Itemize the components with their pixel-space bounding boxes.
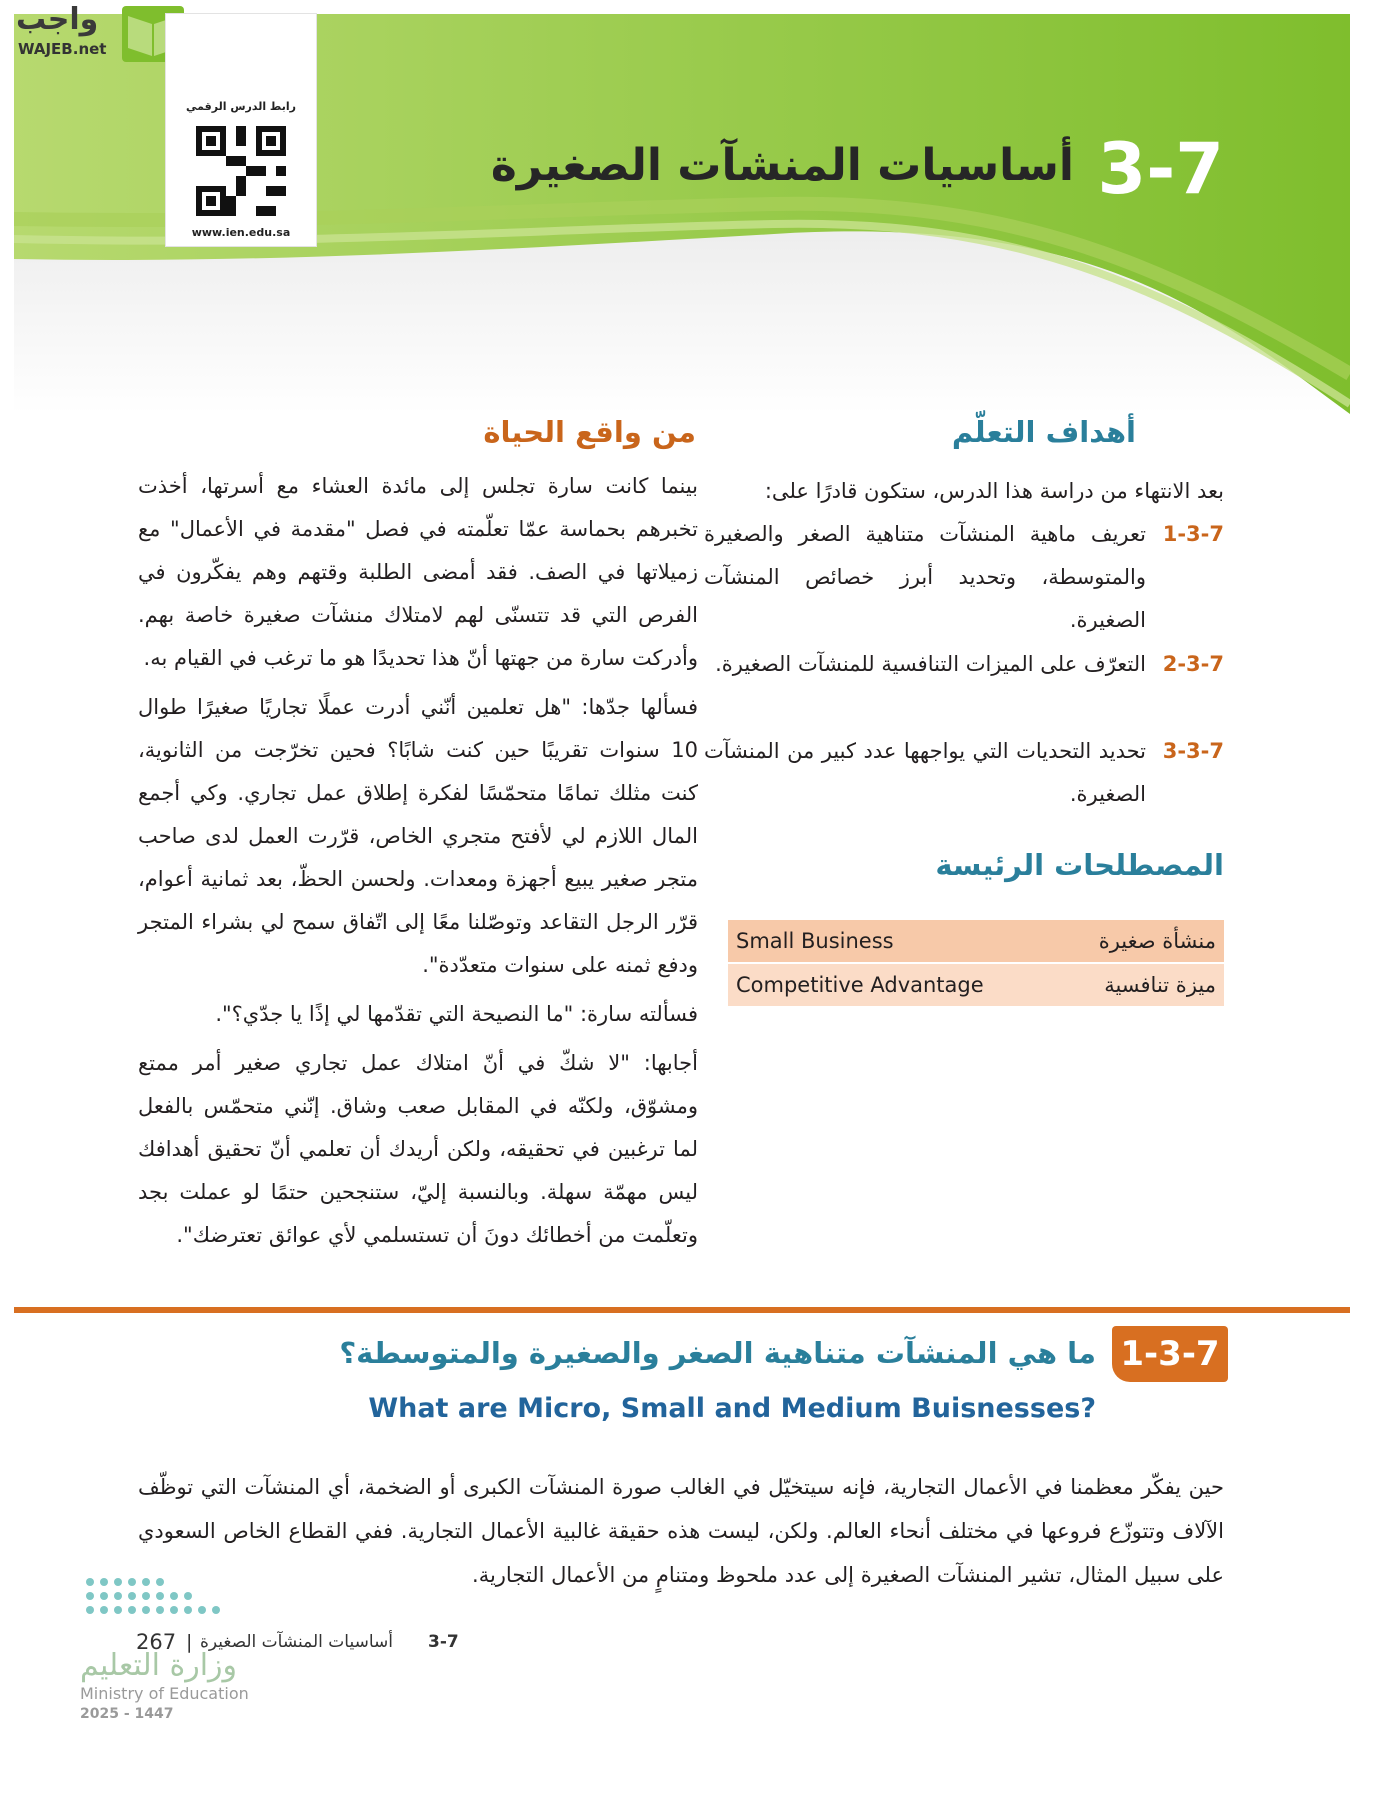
objective-text: التعرّف على الميزات التنافسية للمنشآت الصغيرة. (715, 652, 1146, 676)
ministry-year: 2025 - 1447 (80, 1706, 174, 1722)
footer-lesson-ref: 3-7 (428, 1632, 459, 1652)
section-number-badge: 1-3-7 (1112, 1326, 1228, 1382)
section-paragraph: حين يفكّر معظمنا في الأعمال التجارية، فإنه سيتخيّل في الغالب صورة المنشآت الكبرى أو الضخمة، أي المنشآت التي توظّف الآلاف وتتوزّع فروعها في مختلف أنحاء العالم. ولكن، ليست هذه حقيقة غالبية الأعمال التجارية. ففي القطاع الخاص السعودي على سبيل المثال، تشير المنشآت الصغيرة إلى عدد ملحوظ ومتنامٍ من الأعمال التجارية. (138, 1475, 1224, 1587)
section-title-ar: ما هي المنشآت متناهية الصغر والصغيرة والمتوسطة؟ (339, 1336, 1096, 1370)
objectives-intro: بعد الانتهاء من دراسة هذا الدرس، ستكون قادرًا على: (764, 479, 1224, 503)
qr-card[interactable] (166, 14, 316, 246)
wajeb-logo (6, 0, 190, 66)
lesson-title: أساسيات المنشآت الصغيرة (490, 140, 1074, 191)
story-paragraph: فسألها جدّها: "هل تعلمين أنّني أدرت عملًا تجاريًا صغيرًا طوال 10 سنوات تقريبًا حين كنت شابًا؟ فحين تخرّجت من الثانوية، كنت مثلك تمامًا متحمّسًا لفكرة إطلاق عمل تجاري. وكي أجمع المال اللازم لي لأفتح متجري الخاص، قرّرت العمل لدى صاحب متجر صغير يبيع أجهزة ومعدات. ولحسن الحظّ، بعد ثمانية أعوام، قرّر الرجل التقاعد وتوصّلنا معًا إلى اتّفاق سمح لي بشراء المتجر ودفع ثمنه على سنوات متعدّدة". (138, 695, 698, 977)
story-paragraph: فسألته سارة: "ما النصيحة التي تقدّمها لي إذًا يا جدّي؟". (215, 1002, 698, 1026)
real-life-story (138, 465, 698, 1263)
qr-code-icon[interactable] (196, 126, 286, 216)
term-ar: ميزة تنافسية (1057, 963, 1224, 1006)
table-row (728, 963, 1224, 1006)
ministry-name-en: Ministry of Education (80, 1684, 249, 1703)
story-paragraph: أجابها: "لا شكّ في أنّ امتلاك عمل تجاري صغير أمر ممتع ومشوّق، ولكنّه في المقابل صعب وشاق. إنّني متحمّس بالفعل لما ترغبين في تحقيقه، ولكن أريدك أن تعلمي أنّ تحقيق أهدافك ليس مهمّة سهلة. وبالنسبة إليّ، ستنجحين حتمًا لو عملت بجد وتعلّمت من أخطائك دونَ أن تستسلمي لأي عوائق تعترضك". (138, 1051, 698, 1247)
lesson-number: 3-7 (1097, 128, 1224, 210)
objective-number: 3-3-7 (1162, 739, 1224, 763)
qr-label: رابط الدرس الرقمي (186, 100, 296, 113)
objective-text: تحديد التحديات التي يواجهها عدد كبير من المنشآت الصغيرة. (704, 739, 1146, 806)
key-terms-table (728, 920, 1224, 1006)
objective-number: 1-3-7 (1162, 522, 1224, 546)
story-paragraph: بينما كانت سارة تجلس إلى مائدة العشاء مع أسرتها، أخذت تخبرهم بحماسة عمّا تعلّمته في فصل "مقدمة في الأعمال" مع زميلاتها في الصف. فقد أمضى الطلبة وقتهم وهم يفكّرون في الفرص التي قد تتسنّى لهم لامتلاك منشآت صغيرة خاصة بهم. وأدركت سارة من جهتها أنّ هذا تحديدًا هو ما ترغب في القيام به. (138, 474, 698, 670)
objective-item (704, 643, 1224, 729)
objective-number: 2-3-7 (1162, 652, 1224, 676)
section-title-en: What are Micro, Small and Medium Buisnesses? (368, 1393, 1096, 1424)
ministry-dots-icon (80, 1572, 250, 1628)
ministry-name-ar: وزارة التعليم (80, 1648, 238, 1683)
wajeb-logo-en: WAJEB.net (18, 40, 107, 58)
objectives-list (704, 513, 1224, 813)
objective-item (704, 513, 1224, 643)
section-divider (14, 1307, 1350, 1313)
page-number: 267 (136, 1630, 177, 1654)
objective-item (704, 730, 1224, 816)
real-life-heading: من واقع الحياة (483, 415, 696, 449)
term-en: Small Business (728, 920, 1057, 963)
objective-text: تعريف ماهية المنشآت متناهية الصغر والصغيرة والمتوسطة، وتحديد أبرز خصائص المنشآت الصغيرة. (704, 522, 1146, 632)
objectives-heading: أهداف التعلّم (951, 415, 1136, 449)
term-ar: منشأة صغيرة (1057, 920, 1224, 963)
wajeb-logo-ar: واجب (16, 2, 99, 37)
footer-lesson-title: أساسيات المنشآت الصغيرة (200, 1632, 393, 1652)
qr-url[interactable]: www.ien.edu.sa (191, 226, 291, 239)
term-en: Competitive Advantage (728, 963, 1057, 1006)
key-terms-heading: المصطلحات الرئيسة (935, 848, 1224, 882)
table-row (728, 920, 1224, 963)
